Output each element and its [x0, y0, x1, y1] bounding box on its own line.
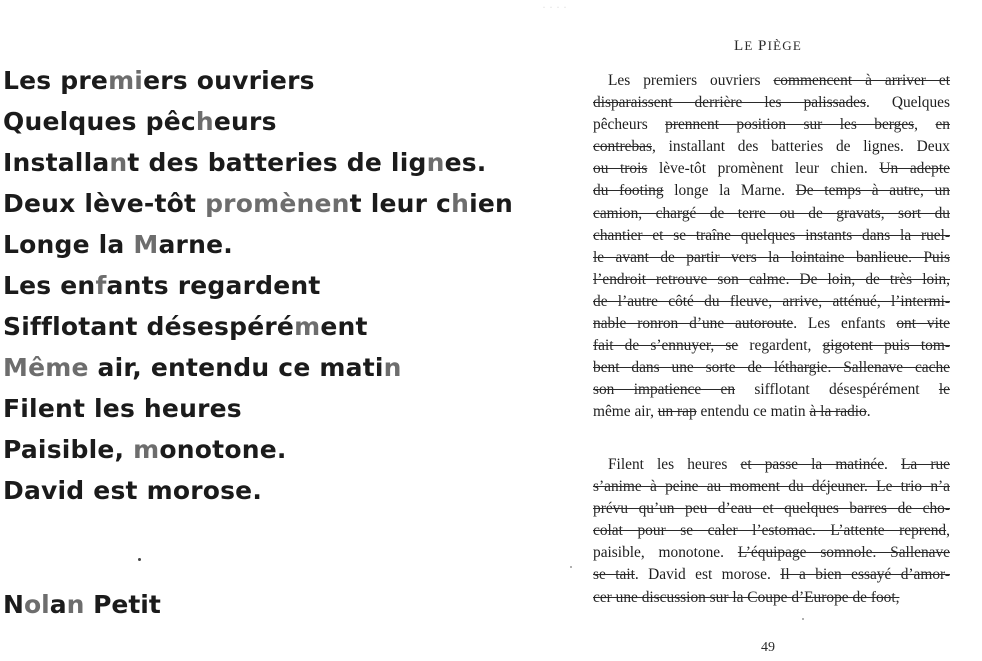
paper-speck: [802, 618, 804, 620]
text-line: [593, 291, 950, 313]
text-line: [593, 180, 950, 202]
paragraph-1: [593, 70, 950, 424]
text-line: [593, 158, 950, 180]
text-line: [593, 335, 950, 357]
text-line: [593, 70, 950, 92]
author-fragment: n: [66, 590, 85, 619]
struck-text: chantier et se traîne quelques instants dans la ruel-: [593, 226, 950, 244]
text-line: [593, 203, 950, 225]
poem-line: [3, 429, 543, 470]
struck-text: en: [935, 116, 950, 134]
poem-highlight-fragment: m: [133, 435, 160, 464]
text-line: [593, 542, 950, 564]
kept-text: même air,: [593, 403, 658, 421]
poem-highlight-fragment: n: [426, 148, 445, 177]
poem-line: [3, 265, 543, 306]
kept-text: . Quelques: [865, 94, 951, 112]
struck-text: un rap: [657, 403, 697, 421]
poem-fragment: arne.: [158, 230, 233, 259]
struck-text: L’équipage somnole. Sallenave: [737, 544, 950, 562]
struck-text: disparaissent derrière les palissades: [593, 94, 866, 112]
poem-fragment: ers ouvriers: [143, 66, 315, 95]
poem-fragment: David est morose.: [3, 476, 263, 505]
kept-text: paisible, monotone.: [593, 544, 738, 562]
struck-text: l’endroit retrouve son calme. De loin, de très loin,: [593, 270, 950, 288]
struck-text: gigotent puis tom-: [822, 337, 950, 355]
text-line: [593, 225, 950, 247]
poem-line: [3, 306, 543, 347]
poem-highlight-fragment: Même: [3, 353, 89, 382]
kept-text: sifflotant désespérément: [735, 381, 939, 399]
kept-text: .: [866, 403, 871, 421]
struck-text: nable ronron d’une autoroute: [593, 315, 794, 333]
struck-text: ont vite: [896, 315, 950, 333]
poem-fragment: Deux lève-tôt: [3, 189, 206, 218]
poem-highlight-fragment: h: [451, 189, 470, 218]
poem-fragment: air, entendu ce mati: [88, 353, 384, 382]
text-line: [593, 357, 950, 379]
text-line: [593, 454, 950, 476]
kept-text: entendu ce matin: [696, 403, 810, 421]
text-line: [593, 564, 950, 586]
poem-fragment: t leur c: [349, 189, 452, 218]
poem-fragment: ien: [469, 189, 514, 218]
poem-fragment: ent: [320, 312, 368, 341]
poem-line: [3, 224, 543, 265]
struck-text: de l’autre côté du fleuve, arrive, atténué, l’intermi-: [593, 292, 950, 310]
struck-text: contrebas: [593, 138, 652, 156]
poem-fragment: Paisible,: [3, 435, 134, 464]
struck-text: se tait: [593, 566, 635, 584]
poem-line: [3, 470, 543, 511]
kept-text: . Les enfants: [793, 315, 897, 333]
text-line: [593, 587, 950, 609]
poem-author: [3, 590, 161, 619]
poem-line: [3, 347, 543, 388]
struck-text: prévu qu’un peu d’eau et quelques barres de cho-: [593, 500, 950, 518]
poem-line: [3, 101, 543, 142]
poem-highlight-fragment: mi: [108, 66, 144, 95]
poem-fragment: onotone.: [159, 435, 287, 464]
struck-text: à la radio: [809, 403, 867, 421]
kept-text: ,: [914, 116, 936, 134]
poem-line: [3, 183, 543, 224]
text-line: [593, 498, 950, 520]
poem-fragment: Quelques pêc: [3, 107, 196, 136]
struck-text: fait de s’ennuyer, se: [593, 337, 739, 355]
kept-text: longe la Marne.: [663, 182, 796, 200]
poem-highlight-fragment: f: [95, 271, 107, 300]
text-line: [593, 114, 950, 136]
kept-text: .: [884, 456, 901, 473]
poem-highlight-fragment: n: [109, 148, 128, 177]
text-line: [593, 476, 950, 498]
struck-text: son impatience en: [593, 381, 736, 399]
text-line: [593, 269, 950, 291]
poem-highlight-fragment: n: [383, 353, 402, 382]
struck-text: De temps à autre, un: [795, 182, 950, 200]
struck-text: camion, chargé de terre ou de gravats, sort du: [593, 204, 950, 222]
struck-text: Il a bien essayé d’amor-: [780, 566, 950, 584]
struck-text: bent dans une sorte de léthargie. Sallenave cache: [593, 359, 950, 377]
poem-fragment: Les en: [3, 271, 96, 300]
poem: [3, 60, 543, 511]
page-number: 49: [761, 640, 775, 655]
struck-text: cer une discussion sur la Coupe d’Europe de foot,: [593, 588, 900, 606]
poem-fragment: Filent les heures: [3, 394, 242, 423]
poem-highlight-fragment: h: [195, 107, 214, 136]
poem-line: [3, 142, 543, 183]
text-line: [593, 520, 950, 542]
stray-dot: [138, 558, 141, 561]
struck-text: s’anime à peine au moment du déjeuner. Le trio n’a: [593, 478, 950, 496]
kept-text: . David est morose.: [634, 566, 781, 584]
kept-text: Les premiers ouvriers: [608, 72, 774, 89]
paper-speck: [570, 566, 572, 568]
struck-text: le avant de partir vers la lointaine banlieue. Puis: [593, 248, 950, 266]
text-line: [593, 313, 950, 335]
text-line: [593, 247, 950, 269]
paragraph-2: [593, 454, 950, 609]
struck-text: ou trois: [593, 160, 648, 178]
struck-text: Un adepte: [879, 160, 950, 178]
text-line: [593, 136, 950, 158]
poem-highlight-fragment: promènen: [205, 189, 350, 218]
book-page: [578, 0, 978, 661]
struck-text: et passe la matinée: [740, 456, 885, 473]
text-line: [593, 401, 950, 423]
poem-line: [3, 60, 543, 101]
struck-text: prennent position sur les berges: [665, 116, 915, 134]
text-line: [593, 379, 950, 401]
author-fragment: Petit: [84, 590, 161, 619]
poem-fragment: eurs: [213, 107, 277, 136]
kept-text: ,: [946, 522, 950, 540]
author-fragment: N: [3, 590, 24, 619]
poem-fragment: Les pre: [3, 66, 109, 95]
kept-text: regardent,: [738, 337, 823, 355]
kept-text: Filent les heures: [608, 456, 741, 473]
poem-fragment: ants regardent: [106, 271, 321, 300]
struck-text: La rue: [901, 456, 950, 473]
struck-text: commencent à arriver et: [773, 72, 951, 89]
poem-fragment: es.: [444, 148, 487, 177]
poem-highlight-fragment: M: [133, 230, 159, 259]
struck-text: le: [938, 381, 950, 399]
poem-fragment: t des batteries de lig: [127, 148, 427, 177]
poem-fragment: Installa: [3, 148, 110, 177]
kept-text: pêcheurs: [593, 116, 666, 134]
poem-fragment: Sifflotant désespéré: [3, 312, 295, 341]
struck-text: du footing: [593, 182, 664, 200]
poem-line: [3, 388, 543, 429]
chapter-title: LE PIÈGE: [734, 38, 802, 54]
bleed-through-marks: · · · ·: [542, 0, 567, 14]
kept-text: , installant des batteries de lignes. Deux: [651, 138, 950, 156]
author-fragment: ol: [23, 590, 50, 619]
poem-fragment: Longe la: [3, 230, 134, 259]
kept-text: lève-tôt promènent leur chien.: [647, 160, 880, 178]
author-fragment: a: [49, 590, 67, 619]
poem-highlight-fragment: m: [294, 312, 321, 341]
text-line: [593, 92, 950, 114]
struck-text: colat pour se caler l’estomac. L’attente reprend: [593, 522, 947, 540]
